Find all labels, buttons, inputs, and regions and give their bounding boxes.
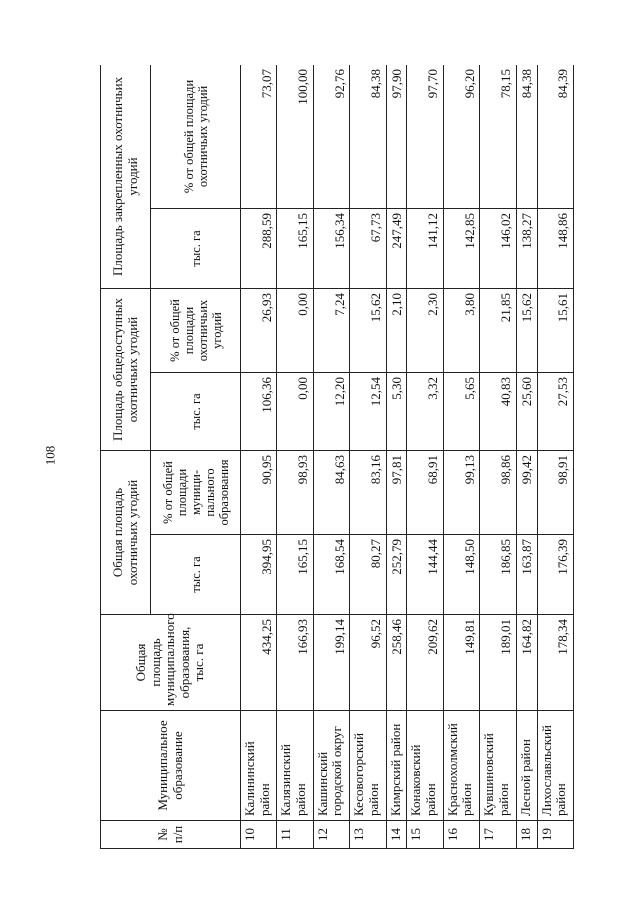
cell-pub-pct: 2,10 (386, 288, 407, 372)
table-body (241, 65, 574, 849)
cell-ht-ha: 168,54 (313, 535, 349, 615)
cell-num: 14 (386, 821, 407, 849)
cell-as-ha: 138,27 (516, 208, 537, 288)
cell-pub-pct: 7,24 (313, 288, 349, 372)
cell-ht-ha: 163,87 (516, 535, 537, 615)
cell-name: Кашинский городской округ (313, 711, 349, 821)
subheader-pub-pct: % от общей площади охотничьих угодий (151, 288, 241, 372)
table-row (241, 65, 277, 849)
table-frame (100, 65, 574, 849)
header-municipality: Муниципальное образование (101, 711, 241, 821)
cell-as-ha: 148,86 (537, 208, 573, 288)
cell-ht-ha: 186,85 (480, 535, 516, 615)
cell-pub-ha: 5,65 (443, 372, 479, 450)
header-assigned-hunting: Площадь закрепленных охотничьих угодий (101, 65, 151, 288)
header-public-hunting: Площадь общедоступных охотничьих угодий (101, 288, 151, 450)
cell-ht-pct: 98,91 (537, 450, 573, 534)
cell-as-pct: 96,20 (443, 65, 479, 208)
cell-as-ha: 288,59 (241, 208, 277, 288)
cell-name: Кимрский район (386, 711, 407, 821)
cell-num: 17 (480, 821, 516, 849)
cell-pub-ha: 27,53 (537, 372, 573, 450)
cell-total: 209,62 (407, 615, 443, 711)
cell-num: 18 (516, 821, 537, 849)
cell-name: Кувшиновский район (480, 711, 516, 821)
cell-pub-ha: 0,00 (277, 372, 313, 450)
cell-as-pct: 92,76 (313, 65, 349, 208)
cell-total: 434,25 (241, 615, 277, 711)
cell-num: 12 (313, 821, 349, 849)
cell-total: 96,52 (350, 615, 386, 711)
cell-num: 15 (407, 821, 443, 849)
table-row (386, 65, 407, 849)
cell-ht-ha: 148,50 (443, 535, 479, 615)
cell-name: Кесовогорский район (350, 711, 386, 821)
cell-total: 164,82 (516, 615, 537, 711)
cell-ht-pct: 99,42 (516, 450, 537, 534)
table-row (277, 65, 313, 849)
cell-pub-pct: 3,80 (443, 288, 479, 372)
cell-name: Калязинский район (277, 711, 313, 821)
cell-ht-ha: 176,39 (537, 535, 573, 615)
cell-as-pct: 84,38 (516, 65, 537, 208)
cell-total: 166,93 (277, 615, 313, 711)
cell-as-ha: 156,34 (313, 208, 349, 288)
cell-as-ha: 247,49 (386, 208, 407, 288)
cell-ht-pct: 97,81 (386, 450, 407, 534)
hunting-areas-table (100, 65, 574, 849)
cell-total: 149,81 (443, 615, 479, 711)
cell-ht-ha: 252,79 (386, 535, 407, 615)
cell-num: 10 (241, 821, 277, 849)
cell-as-pct: 78,15 (480, 65, 516, 208)
cell-ht-pct: 90,95 (241, 450, 277, 534)
cell-num: 13 (350, 821, 386, 849)
cell-as-pct: 100,00 (277, 65, 313, 208)
cell-name: Лесной район (516, 711, 537, 821)
cell-pub-pct: 0,00 (277, 288, 313, 372)
page-number: 108 (42, 445, 58, 466)
table-row (313, 65, 349, 849)
cell-ht-pct: 68,91 (407, 450, 443, 534)
cell-ht-ha: 144,44 (407, 535, 443, 615)
subheader-ht-pct: % от общей площади муници-пального образования (151, 450, 241, 534)
cell-as-ha: 141,12 (407, 208, 443, 288)
cell-as-pct: 97,90 (386, 65, 407, 208)
subheader-ht-ha: тыс. га (151, 535, 241, 615)
rotated-table-container (100, 65, 574, 849)
header-hunting-total: Общая площадь охотничьих угодий (101, 450, 151, 614)
cell-pub-pct: 2,30 (407, 288, 443, 372)
cell-pub-ha: 106,36 (241, 372, 277, 450)
cell-ht-ha: 80,27 (350, 535, 386, 615)
table-row (407, 65, 443, 849)
cell-pub-ha: 5,30 (386, 372, 407, 450)
cell-total: 189,01 (480, 615, 516, 711)
cell-pub-pct: 21,85 (480, 288, 516, 372)
cell-as-ha: 165,15 (277, 208, 313, 288)
cell-as-pct: 84,39 (537, 65, 573, 208)
cell-as-pct: 73,07 (241, 65, 277, 208)
cell-total: 178,34 (537, 615, 573, 711)
cell-name: Лихославльский район (537, 711, 573, 821)
cell-num: 11 (277, 821, 313, 849)
cell-as-ha: 146,02 (480, 208, 516, 288)
header-total-area: Общая площадь муниципального образования, тыс. га (101, 615, 241, 711)
cell-pub-pct: 15,62 (516, 288, 537, 372)
table-row (350, 65, 386, 849)
cell-ht-pct: 84,63 (313, 450, 349, 534)
cell-name: Конаковский район (407, 711, 443, 821)
cell-ht-pct: 99,13 (443, 450, 479, 534)
cell-total: 199,14 (313, 615, 349, 711)
cell-pub-pct: 15,61 (537, 288, 573, 372)
cell-pub-ha: 12,20 (313, 372, 349, 450)
cell-ht-pct: 98,93 (277, 450, 313, 534)
cell-num: 19 (537, 821, 573, 849)
cell-total: 258,46 (386, 615, 407, 711)
cell-as-pct: 84,38 (350, 65, 386, 208)
cell-pub-pct: 26,93 (241, 288, 277, 372)
header-num: № п/п (101, 821, 241, 849)
cell-num: 16 (443, 821, 479, 849)
table-row (537, 65, 573, 849)
cell-ht-ha: 394,95 (241, 535, 277, 615)
cell-pub-ha: 12,54 (350, 372, 386, 450)
cell-as-pct: 97,70 (407, 65, 443, 208)
cell-pub-ha: 3,32 (407, 372, 443, 450)
cell-name: Краснохолмский район (443, 711, 479, 821)
table-row (480, 65, 516, 849)
cell-pub-ha: 40,83 (480, 372, 516, 450)
subheader-as-ha: тыс. га (151, 208, 241, 288)
cell-name: Калининский район (241, 711, 277, 821)
table-row (516, 65, 537, 849)
subheader-as-pct: % от общей площади охотничьих угодий (151, 65, 241, 208)
cell-as-ha: 67,73 (350, 208, 386, 288)
cell-ht-ha: 165,15 (277, 535, 313, 615)
cell-pub-pct: 15,62 (350, 288, 386, 372)
cell-ht-pct: 83,16 (350, 450, 386, 534)
table-row (443, 65, 479, 849)
cell-as-ha: 142,85 (443, 208, 479, 288)
cell-pub-ha: 25,60 (516, 372, 537, 450)
subheader-pub-ha: тыс. га (151, 372, 241, 450)
cell-ht-pct: 98,86 (480, 450, 516, 534)
